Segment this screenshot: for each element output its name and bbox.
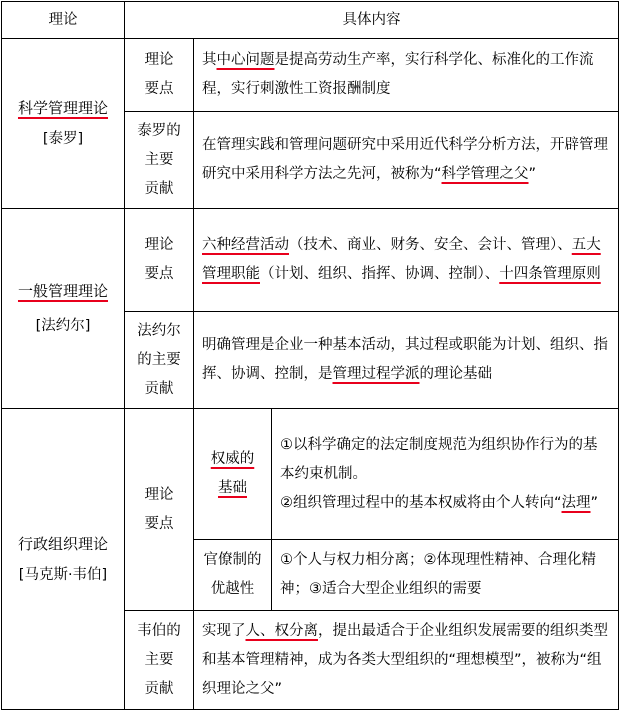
scientific-points-label: 理论 要点 — [125, 39, 194, 112]
underlined-term: 科学管理之父 — [441, 166, 529, 182]
text-segment: （技术、商业、财务、安全、会计、管理）、 — [289, 237, 572, 253]
admin-theory-cell — [2, 409, 125, 710]
admin-authority-label: 权威的 基础 — [194, 409, 272, 540]
general-points-row — [2, 209, 619, 312]
admin-authority-1: ①以科学确定的法定制度规范为组织协作行为的基本约束机制。 — [280, 436, 598, 482]
scientific-contrib-text — [194, 112, 619, 209]
text-segment: 明确管理是企业一种基本活动，其过程或职能为计划、组织、指挥、协调、控制，是 — [202, 337, 608, 382]
admin-bureau-text: ①个人与权力相分离；②体现理性精神、合理化精神；③适合大型企业组织的需要 — [272, 540, 619, 611]
general-contrib-text — [194, 312, 619, 409]
text-segment: 其 — [202, 52, 217, 68]
text-segment: 实现了 — [202, 622, 246, 639]
text-segment: ②组织管理过程中的基本权威将由个人转向“ — [280, 494, 562, 511]
header-theory: 理论 — [2, 2, 125, 39]
general-theory-person: [法约尔] — [35, 318, 91, 334]
admin-authority-row — [2, 409, 619, 540]
admin-contrib-text — [194, 611, 619, 710]
scientific-contrib-label: 泰罗的 主要 贡献 — [125, 112, 194, 209]
text-segment: ” — [528, 166, 537, 182]
admin-theory-name: 行政组织理论 — [17, 534, 108, 553]
general-theory-cell — [2, 209, 125, 409]
scientific-points-row — [2, 39, 619, 112]
admin-contrib-label: 韦伯的 主要 贡献 — [125, 611, 194, 710]
underlined-term: 十四条管理原则 — [499, 266, 601, 282]
underlined-term: 法理 — [561, 494, 591, 511]
admin-theory-person: [马克斯·韦伯] — [18, 566, 108, 583]
scientific-theory-name: 科学管理理论 — [17, 99, 108, 117]
management-theories-table — [1, 1, 619, 710]
text-segment: ” — [590, 494, 599, 511]
text-segment: ，提出最适合于企业组织发展需要的组织类型和基本管理精神，成为各类大型组织的“理想模型”，被称为“组织理论之父” — [202, 622, 608, 697]
general-points-text — [194, 209, 619, 312]
underlined-term: 管理过程学派 — [332, 366, 420, 382]
underlined-term: 五大管理职能 — [202, 237, 601, 282]
admin-bureau-label: 官僚制的 优越性 — [194, 540, 272, 611]
general-theory-name: 一般管理理论 — [17, 282, 108, 300]
scientific-theory-person: [泰罗] — [42, 131, 84, 147]
underlined-term: 人、权分离 — [245, 622, 318, 639]
scientific-theory-cell — [2, 39, 125, 209]
header-row — [2, 2, 619, 39]
text-segment: 的理论基础 — [419, 366, 492, 382]
admin-points-label: 理论 要点 — [125, 409, 194, 611]
admin-authority-2 — [280, 495, 598, 511]
text-segment: 是提高劳动生产率，实行科学化、标准化的工作流程，实行刺激性工资报酬制度 — [202, 52, 594, 97]
text-segment: 在管理实践和管理问题研究中采用近代科学分析方法，开辟管理研究中采用科学方法之先河，被称为“ — [202, 137, 608, 182]
general-points-label: 理论 要点 — [125, 209, 194, 312]
header-content: 具体内容 — [125, 2, 619, 39]
admin-authority-text — [272, 409, 619, 540]
underlined-term: 六种经营活动 — [202, 237, 289, 253]
text-segment: （计划、组织、指挥、协调、控制）、 — [260, 266, 500, 282]
general-contrib-label: 法约尔 的主要 贡献 — [125, 312, 194, 409]
scientific-points-text — [194, 39, 619, 112]
underlined-term: 中心问题 — [216, 52, 275, 68]
